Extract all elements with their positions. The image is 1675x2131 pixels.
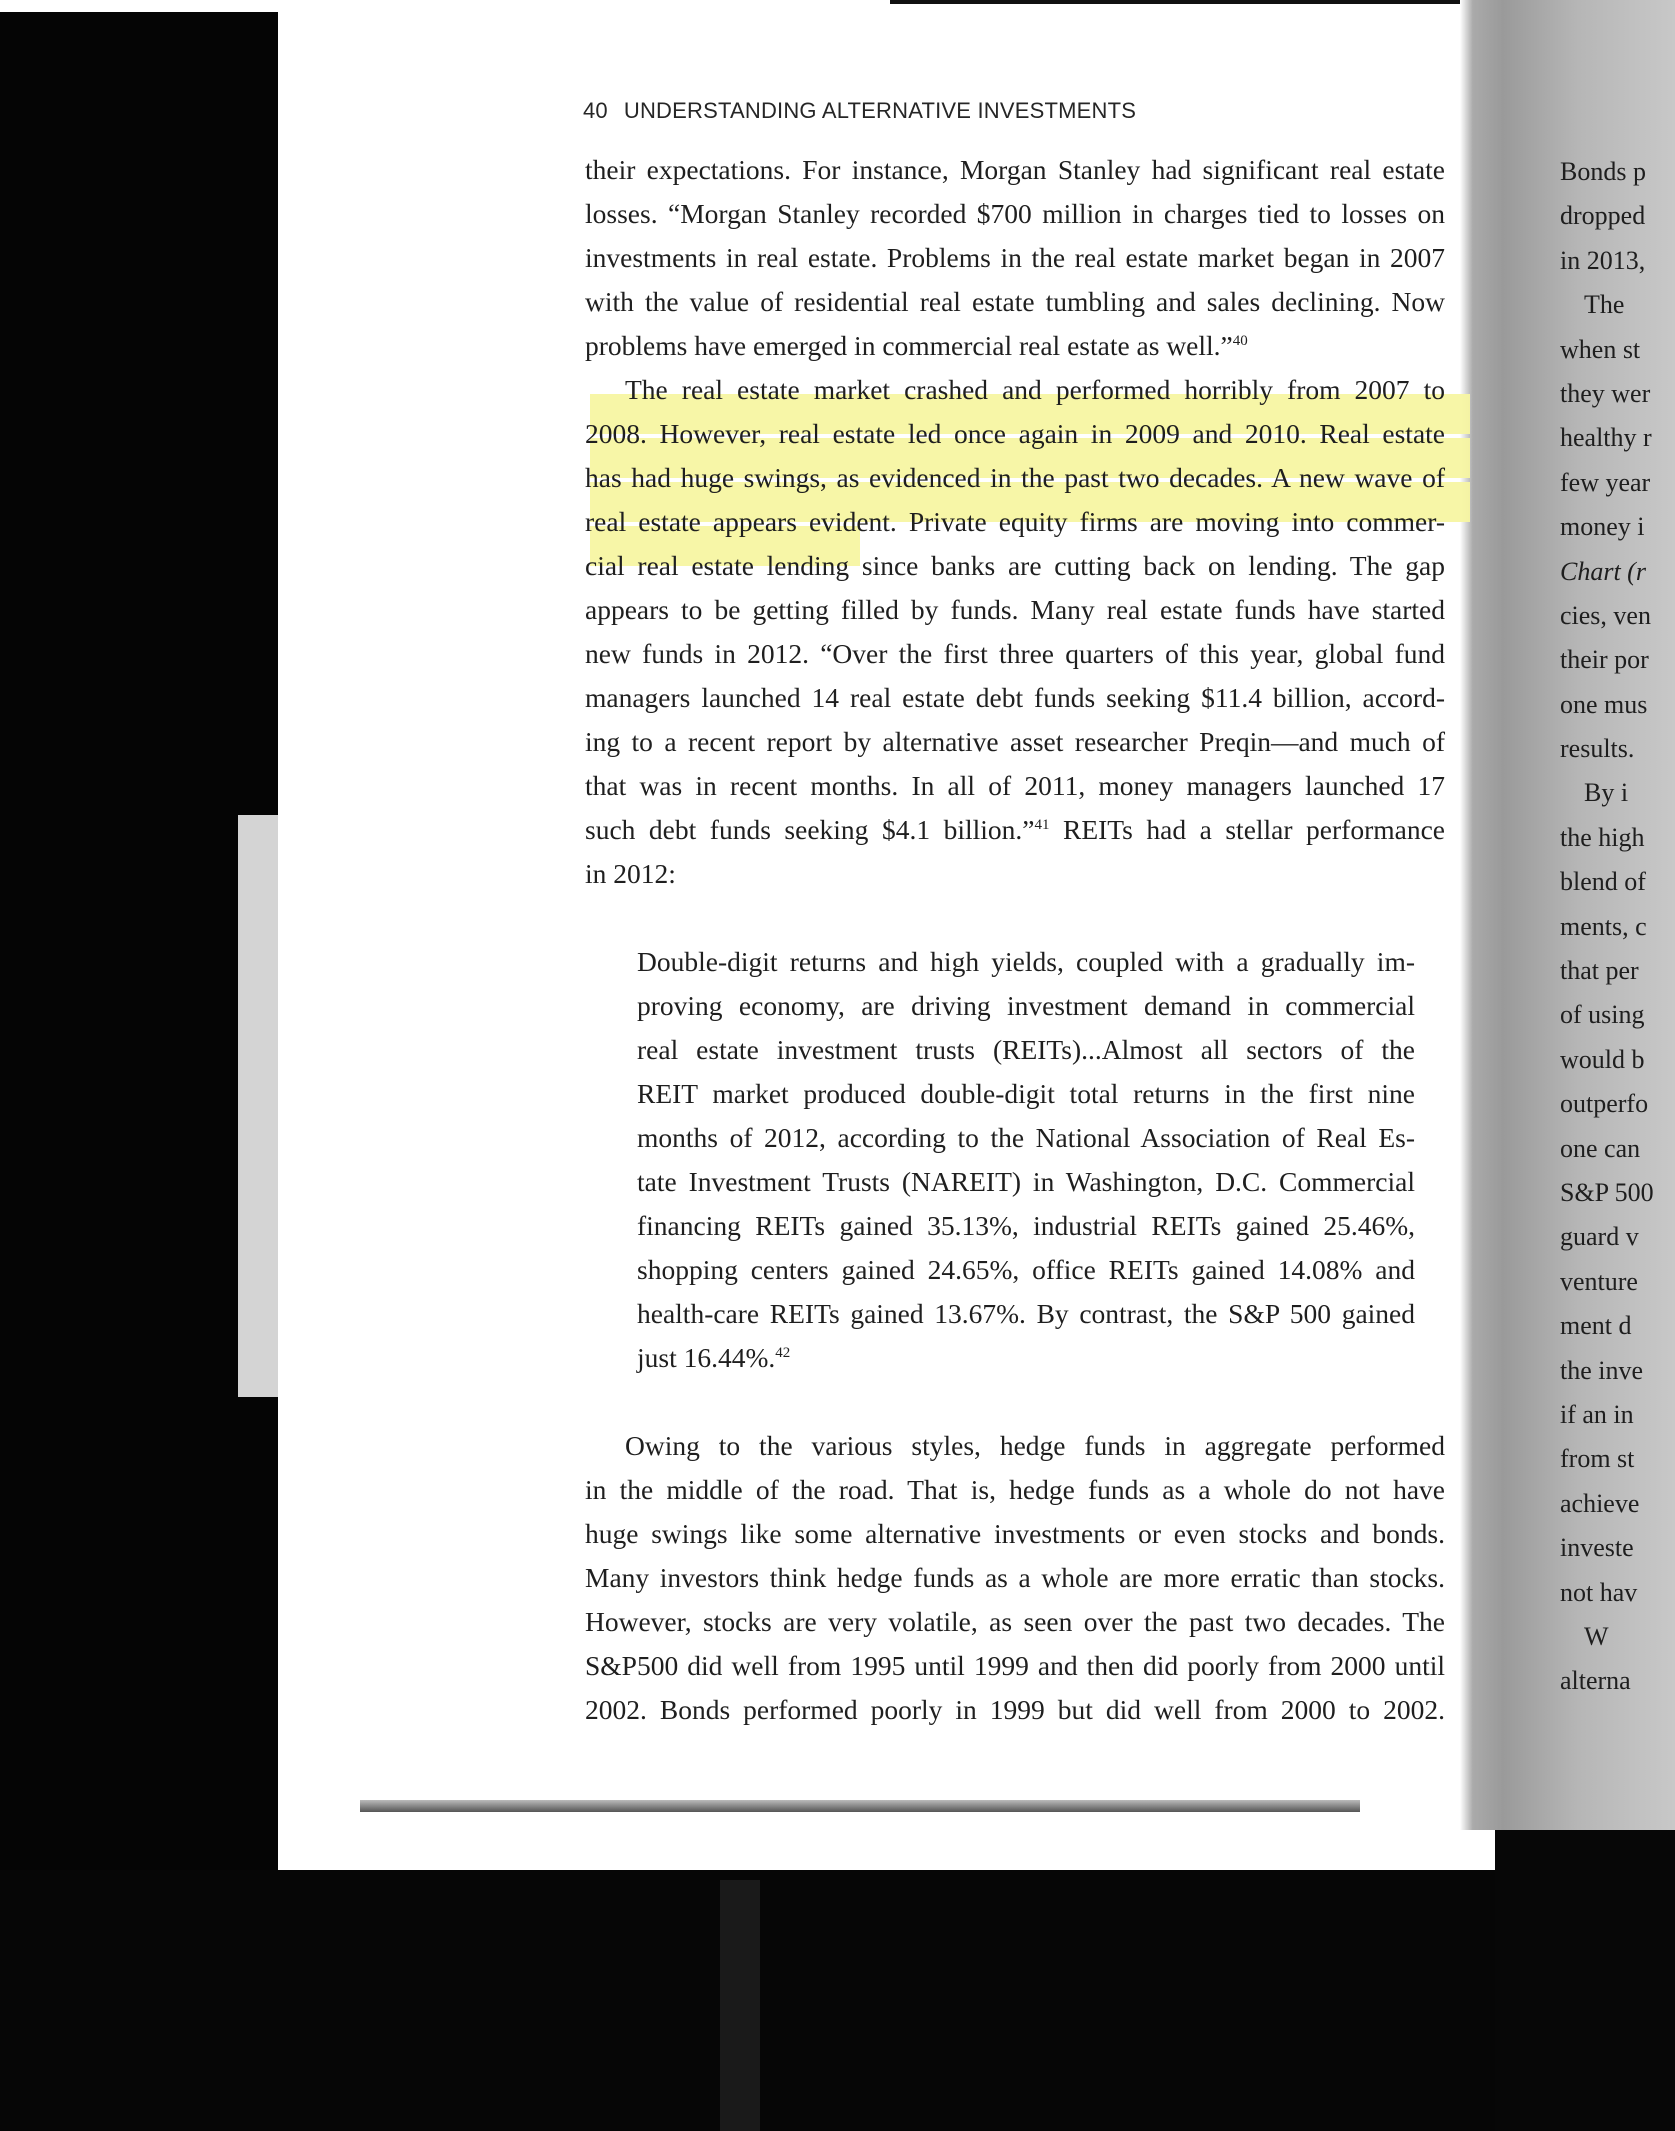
text-line: [585, 324, 1445, 368]
facing-page-line: investe: [1560, 1533, 1634, 1563]
blank-line: [585, 1380, 1445, 1424]
scan-background-left: [0, 12, 278, 2131]
line-text: has had huge swings, as evidenced in the past two decades. A new wave of: [585, 462, 1445, 493]
line-text: in the middle of the road. That is, hedge funds as a whole do not have: [585, 1474, 1445, 1505]
facing-page-line: S&P 500: [1560, 1177, 1654, 1207]
quote-line: [585, 1160, 1445, 1204]
facing-page-line: dropped: [1560, 201, 1646, 231]
facing-page-text: [1560, 150, 1675, 1704]
text-line: [585, 720, 1445, 764]
text-line: [585, 588, 1445, 632]
facing-page-line: results.: [1560, 734, 1635, 764]
text-line: [585, 280, 1445, 324]
line-text: managers launched 14 real estate debt funds seeking $11.4 billion, accord-: [585, 682, 1445, 713]
line-text: proving economy, are driving investment demand in commercial: [637, 990, 1415, 1021]
quote-line: [585, 1336, 1445, 1380]
body-text: [585, 148, 1445, 1732]
facing-page-line: their por: [1560, 645, 1649, 675]
facing-page-line: if an in: [1560, 1399, 1634, 1429]
quote-line: [585, 1072, 1445, 1116]
footnote-ref: 42: [775, 1344, 791, 1361]
facing-page-line: one mus: [1560, 689, 1648, 719]
line-text: with the value of residential real estate tumbling and sales declining. Now: [585, 286, 1445, 317]
line-text: just 16.44%.: [637, 1342, 776, 1373]
facing-page-line: healthy r: [1560, 423, 1652, 453]
line-text: months of 2012, according to the National Association of Real Es-: [637, 1122, 1415, 1153]
page-edge-shadow: [360, 1800, 1360, 1812]
line-text: 2002. Bonds performed poorly in 1999 but did well from 2000 to 2002.: [585, 1694, 1445, 1725]
line-text: REIT market produced double-digit total returns in the first nine: [637, 1078, 1415, 1109]
line-text: However, stocks are very volatile, as seen over the past two decades. The: [585, 1606, 1445, 1637]
line-text: Many investors think hedge funds as a whole are more erratic than stocks.: [585, 1562, 1445, 1593]
facing-page-line: cies, ven: [1560, 600, 1651, 630]
facing-page-line: money i: [1560, 512, 1645, 542]
text-line: [585, 632, 1445, 676]
facing-page-line: The: [1584, 290, 1625, 320]
line-text: The real estate market crashed and performed horribly from 2007 to: [625, 374, 1445, 405]
text-line: [585, 412, 1445, 456]
line-text: that was in recent months. In all of 2011, money managers launched 17: [585, 770, 1445, 801]
quote-line: [585, 1116, 1445, 1160]
line-text: huge swings like some alternative investments or even stocks and bonds.: [585, 1518, 1445, 1549]
footnote-ref: 40: [1232, 332, 1248, 349]
text-line: [585, 500, 1445, 544]
running-head-title: UNDERSTANDING ALTERNATIVE INVESTMENTS: [623, 98, 1137, 123]
facing-page-line: the inve: [1560, 1355, 1644, 1385]
facing-page-line: Bonds p: [1560, 157, 1646, 186]
facing-page-line: guard v: [1560, 1222, 1639, 1252]
facing-page-line: achieve: [1560, 1488, 1640, 1518]
line-text: losses. “Morgan Stanley recorded $700 million in charges tied to losses on: [585, 198, 1445, 229]
text-line: [585, 1644, 1445, 1688]
text-line: [585, 764, 1445, 808]
text-line: [585, 192, 1445, 236]
quote-line: [585, 1248, 1445, 1292]
line-text: shopping centers gained 24.65%, office REITs gained 14.08% and: [637, 1254, 1415, 1285]
facing-page-line: Chart (r: [1560, 556, 1646, 586]
line-text: Owing to the various styles, hedge funds in aggregate performed: [625, 1430, 1445, 1461]
line-text: ing to a recent report by alternative asset researcher Preqin—and much of: [585, 726, 1445, 757]
text-line: [585, 368, 1445, 412]
line-text: health-care REITs gained 13.67%. By contrast, the S&P 500 gained: [637, 1298, 1415, 1329]
quote-line: [585, 940, 1445, 984]
text-line: [585, 1468, 1445, 1512]
facing-page-line: not hav: [1560, 1577, 1638, 1607]
scan-background-bottom: [0, 1870, 1675, 2131]
blank-line: [585, 896, 1445, 940]
page-number: 40: [583, 98, 608, 123]
line-text: appears to be getting filled by funds. Many real estate funds have started: [585, 594, 1445, 625]
quote-line: [585, 1028, 1445, 1072]
facing-page-line: W: [1584, 1621, 1609, 1651]
text-line: [585, 852, 1445, 896]
line-text: their expectations. For instance, Morgan Stanley had significant real estate: [585, 154, 1445, 185]
line-text: problems have emerged in commercial real estate as well.”: [585, 330, 1233, 361]
facing-page-line: blend of: [1560, 867, 1646, 897]
line-text: financing REITs gained 35.13%, industrial REITs gained 25.46%,: [637, 1210, 1415, 1241]
facing-page-line: ment d: [1560, 1311, 1632, 1341]
line-text: real estate appears evident. Private equity firms are moving into commer-: [585, 506, 1445, 537]
text-line: [585, 456, 1445, 500]
line-text: in 2012:: [585, 858, 676, 889]
line-text-tail: REITs had a stellar performance: [1049, 814, 1445, 845]
facing-page-line: one can: [1560, 1133, 1641, 1163]
line-text: 2008. However, real estate led once again in 2009 and 2010. Real estate: [585, 418, 1445, 449]
facing-page-line: the high: [1560, 822, 1645, 852]
text-line: [585, 1424, 1445, 1468]
line-text: new funds in 2012. “Over the first three quarters of this year, global fund: [585, 638, 1445, 669]
text-line: [585, 544, 1445, 588]
text-line: [585, 808, 1445, 852]
line-text: Double-digit returns and high yields, coupled with a gradually im-: [637, 946, 1415, 977]
facing-page-line: in 2013,: [1560, 245, 1646, 275]
text-line: [585, 148, 1445, 192]
scan-binding-band: [720, 1880, 760, 2131]
scan-background-right: [1495, 1830, 1675, 2131]
quote-line: [585, 984, 1445, 1028]
quote-line: [585, 1204, 1445, 1248]
facing-page-line: when st: [1560, 334, 1641, 364]
facing-page-line: few year: [1560, 467, 1651, 497]
text-line: [585, 676, 1445, 720]
text-line: [585, 1600, 1445, 1644]
text-line: [585, 1688, 1445, 1732]
text-line: [585, 1512, 1445, 1556]
footnote-ref: 41: [1034, 816, 1050, 833]
line-text: investments in real estate. Problems in the real estate market began in 2007: [585, 242, 1445, 273]
line-text: S&P500 did well from 1995 until 1999 and then did poorly from 2000 until: [585, 1650, 1445, 1681]
line-text: real estate investment trusts (REITs)...Almost all sectors of the: [637, 1034, 1415, 1065]
line-text: such debt funds seeking $4.1 billion.”: [585, 814, 1035, 845]
facing-page-line: venture: [1560, 1266, 1638, 1296]
facing-page-line: from st: [1560, 1444, 1635, 1474]
text-line: [585, 1556, 1445, 1600]
running-header: [583, 98, 1136, 124]
facing-page-line: of using: [1560, 1000, 1645, 1030]
line-text: tate Investment Trusts (NAREIT) in Washington, D.C. Commercial: [637, 1166, 1415, 1197]
facing-page-line: outperfo: [1560, 1089, 1649, 1119]
facing-page-line: By i: [1584, 778, 1629, 808]
text-line: [585, 236, 1445, 280]
facing-page-line: would b: [1560, 1044, 1645, 1074]
quote-line: [585, 1292, 1445, 1336]
facing-page-line: ments, c: [1560, 911, 1647, 941]
facing-page-line: alterna: [1560, 1666, 1631, 1696]
line-text: cial real estate lending since banks are cutting back on lending. The gap: [585, 550, 1445, 581]
facing-page-line: that per: [1560, 956, 1639, 986]
facing-page-line: they wer: [1560, 378, 1651, 408]
facing-page: [1460, 0, 1675, 1830]
